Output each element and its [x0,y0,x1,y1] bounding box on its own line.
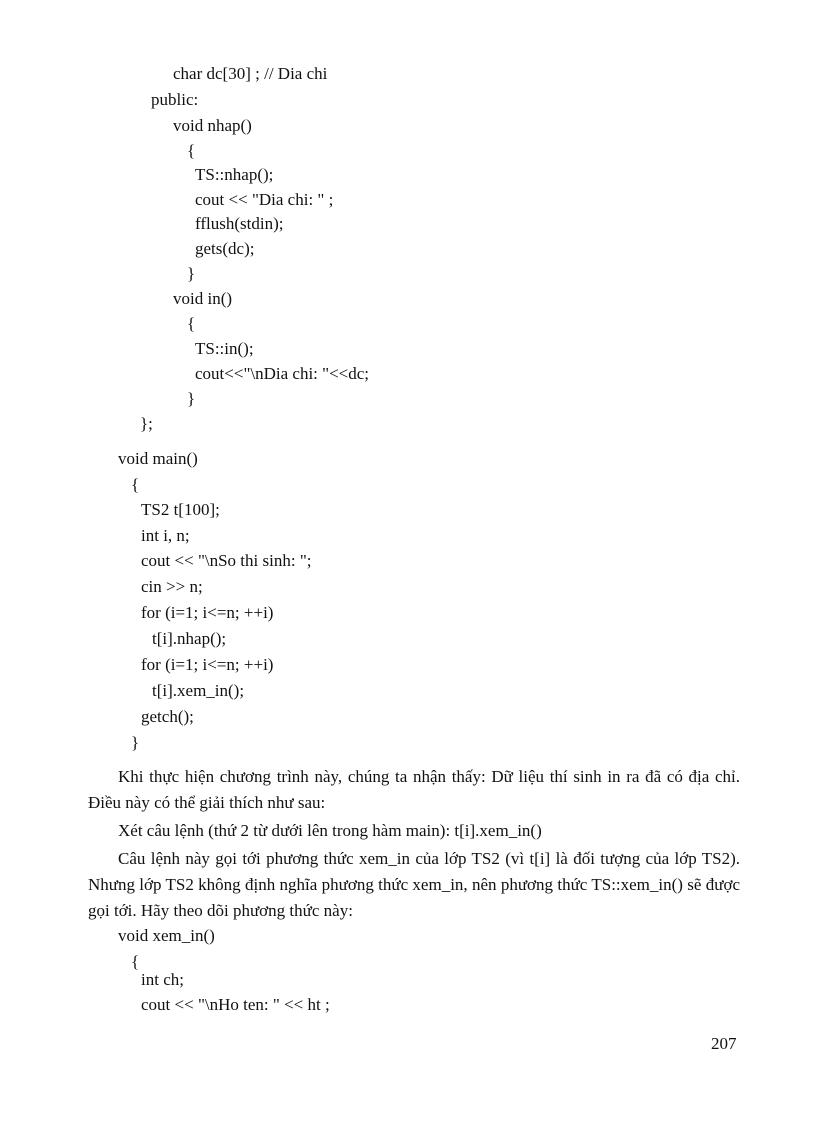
code-line: { [187,141,196,160]
code-line: cout << "\nHo ten: " << ht ; [141,995,330,1014]
code-line: cout<<"\nDia chi: "<<dc; [195,364,370,383]
paragraph: Khi thực hiện chương trình này, chúng ta nhận thấy: Dữ liệu thí sinh in ra đã có địa chỉ. Điều này có thể giải thích như sau: [88,767,740,812]
code-line: t[i].nhap(); [152,629,227,648]
code-line: cin >> n; [141,577,203,596]
paragraph: Câu lệnh này gọi tới phương thức xem_in của lớp TS2 (vì t[i] là đối tượng của lớp TS2). Nhưng lớp TS2 không định nghĩa phương thức xem_in, nên phương thức TS::xem_in() sẽ được gọi tới. Hãy theo dõi phương thức này: [88,849,740,920]
code-line: void in() [173,289,233,308]
code-line: for (i=1; i<=n; ++i) [141,655,274,674]
code-line: gets(dc); [195,239,255,258]
code-line: int ch; [141,970,184,989]
code-line: void main() [118,449,198,468]
code-line: cout << "Dia chi: " ; [195,190,334,209]
code-line: } [131,733,140,752]
code-line: void xem_in() [118,926,215,945]
code-line: { [131,475,140,494]
code-line: public: [151,90,199,109]
code-line: TS2 t[100]; [141,500,220,519]
code-line: char dc[30] ; // Dia chi [173,64,328,83]
code-line: { [187,314,196,333]
paragraph: Xét câu lệnh (thứ 2 từ dưới lên trong hàm main): t[i].xem_in() [118,821,542,840]
code-line: getch(); [141,707,194,726]
code-line: fflush(stdin); [195,214,284,233]
code-line: }; [140,414,153,433]
code-line: TS::in(); [195,339,254,358]
code-line: int i, n; [141,526,190,545]
code-line: void nhap() [173,116,252,135]
code-line: } [187,389,196,408]
code-line: t[i].xem_in(); [152,681,245,700]
code-line: { [131,952,140,971]
page-number: 207 [711,1034,737,1053]
code-line: cout << "\nSo thi sinh: "; [141,551,312,570]
code-line: for (i=1; i<=n; ++i) [141,603,274,622]
code-line: TS::nhap(); [195,165,274,184]
code-line: } [187,264,196,283]
